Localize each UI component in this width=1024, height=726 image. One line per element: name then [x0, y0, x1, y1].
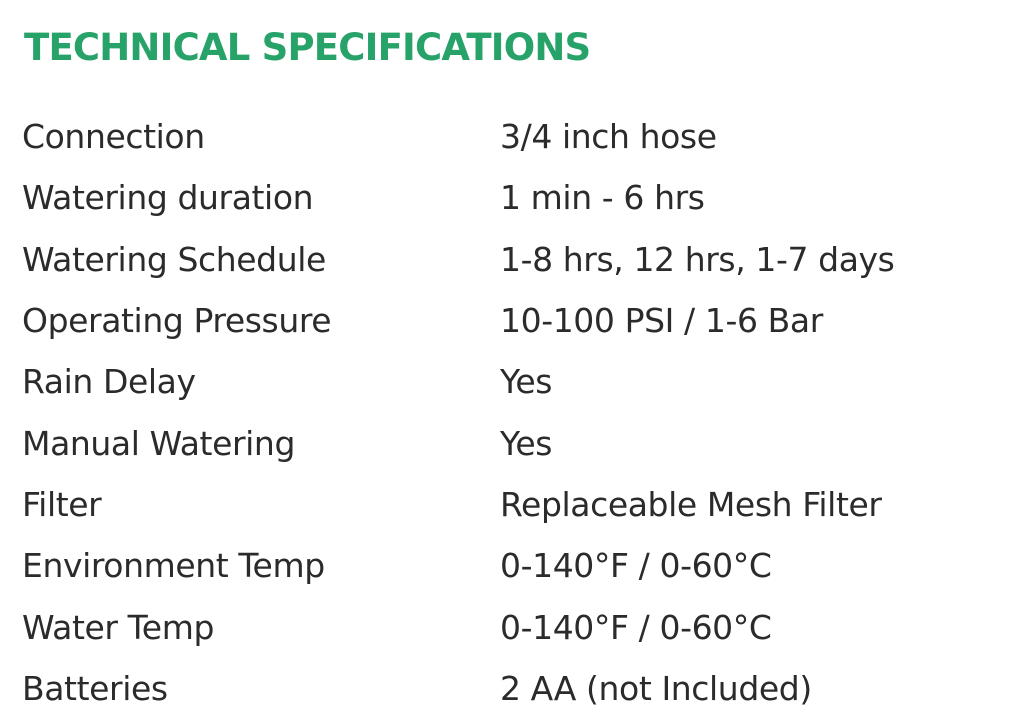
spec-row-operating-pressure: [22, 290, 1002, 351]
spec-label: Batteries: [22, 668, 168, 708]
spec-row-manual-watering: [22, 412, 1002, 473]
spec-label: Manual Watering: [22, 423, 295, 463]
spec-row-watering-schedule: [22, 229, 1002, 290]
spec-label: Operating Pressure: [22, 301, 332, 341]
spec-label: Water Temp: [22, 607, 214, 647]
spec-value: Replaceable Mesh Filter: [500, 484, 882, 524]
spec-value: 1-8 hrs, 12 hrs, 1-7 days: [500, 239, 895, 279]
spec-label: Filter: [22, 484, 102, 524]
spec-value: Yes: [500, 362, 553, 402]
spec-value: Yes: [500, 423, 553, 463]
spec-value: 1 min - 6 hrs: [500, 178, 705, 218]
spec-row-filter: [22, 474, 1002, 535]
spec-label: Environment Temp: [22, 546, 325, 586]
spec-label: Rain Delay: [22, 362, 196, 402]
spec-row-environment-temp: [22, 535, 1002, 596]
section-heading: TECHNICAL SPECIFICATIONS: [24, 26, 591, 69]
spec-value: 0-140°F / 0-60°C: [500, 546, 772, 586]
spec-table: [22, 106, 1002, 719]
spec-row-water-temp: [22, 596, 1002, 657]
spec-row-batteries: [22, 658, 1002, 719]
spec-row-rain-delay: [22, 351, 1002, 412]
spec-label: Watering duration: [22, 178, 314, 218]
spec-row-connection: [22, 106, 1002, 167]
spec-value: 3/4 inch hose: [500, 117, 717, 157]
spec-row-watering-duration: [22, 167, 1002, 228]
spec-value: 0-140°F / 0-60°C: [500, 607, 772, 647]
spec-label: Connection: [22, 117, 205, 157]
spec-value: 2 AA (not Included): [500, 668, 812, 708]
spec-label: Watering Schedule: [22, 239, 326, 279]
spec-value: 10-100 PSI / 1-6 Bar: [500, 301, 823, 341]
